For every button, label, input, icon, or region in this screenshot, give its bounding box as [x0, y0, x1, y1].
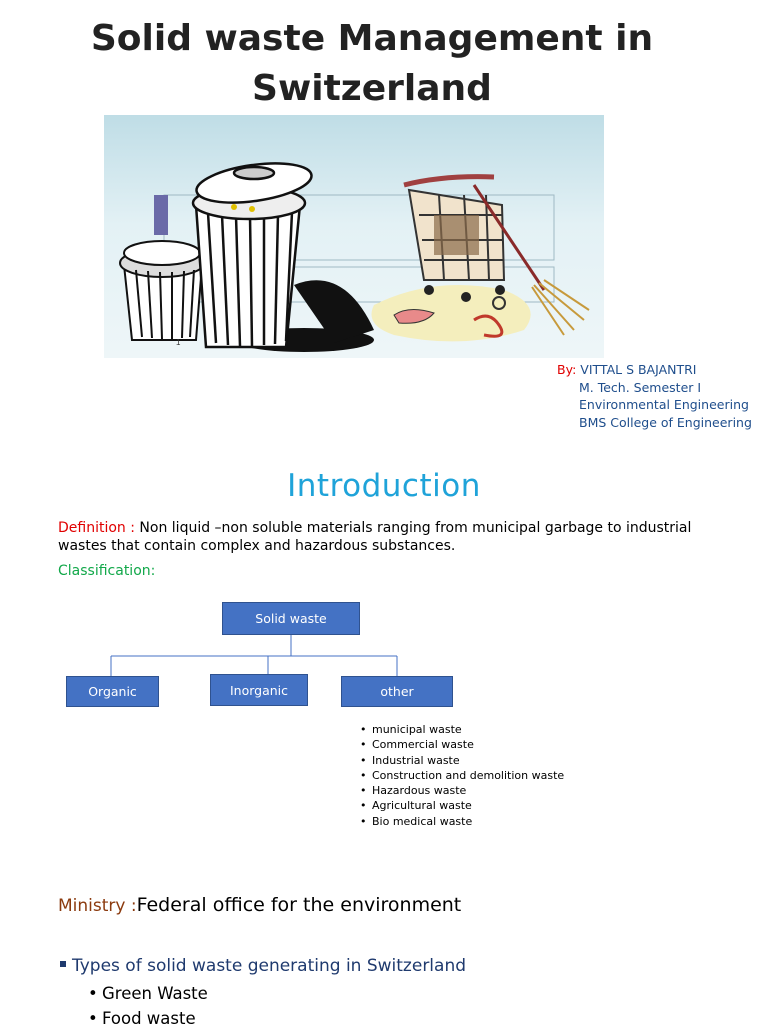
trash-cans-illustration [104, 115, 604, 358]
other-waste-list [360, 722, 564, 829]
page-title [0, 14, 744, 114]
definition-label: Definition : [58, 520, 135, 536]
list-item: • Industrial waste [360, 753, 564, 768]
node-inorganic: Inorganic [210, 674, 308, 706]
introduction-heading: Introduction [287, 468, 481, 504]
definition-text: Non liquid –non soluble materials ranging from municipal garbage to industrial wastes that contain complex and hazardous substances. [58, 520, 692, 554]
list-item: • Hazardous waste [360, 783, 564, 798]
ministry-label: Ministry : [58, 896, 137, 916]
node-organic: Organic [66, 676, 159, 707]
list-item: • municipal waste [360, 722, 564, 737]
list-item: • Food waste [88, 1006, 208, 1031]
list-item: • Bio medical waste [360, 814, 564, 829]
list-item: • Commercial waste [360, 737, 564, 752]
page-marker: 1 [176, 338, 181, 347]
node-other: other [341, 676, 453, 707]
ministry-value: Federal office for the environment [136, 894, 462, 916]
classification-label: Classification: [58, 563, 156, 579]
list-item: • Green Waste [88, 981, 208, 1006]
title-line-2: Switzerland [252, 68, 492, 109]
definition-paragraph [58, 520, 738, 555]
list-item: • Construction and demolition waste [360, 768, 564, 783]
title-line-1: Solid waste Management in [90, 18, 654, 59]
square-bullet-icon [60, 961, 66, 967]
list-item: • Agricultural waste [360, 798, 564, 813]
author-department: Environmental Engineering [579, 397, 749, 412]
trash-cans-and-cart-icon [104, 115, 604, 358]
by-label: By: [557, 362, 577, 377]
author-college: BMS College of Engineering [579, 414, 752, 430]
types-heading [60, 956, 466, 976]
author-name: VITTAL S BAJANTRI [580, 362, 697, 377]
author-course: M. Tech. Semester I [579, 379, 702, 395]
types-heading-text: Types of solid waste generating in Switzerland [72, 956, 467, 976]
ministry-line [58, 894, 461, 916]
author-block [557, 361, 752, 431]
node-solid-waste: Solid waste [222, 602, 360, 635]
